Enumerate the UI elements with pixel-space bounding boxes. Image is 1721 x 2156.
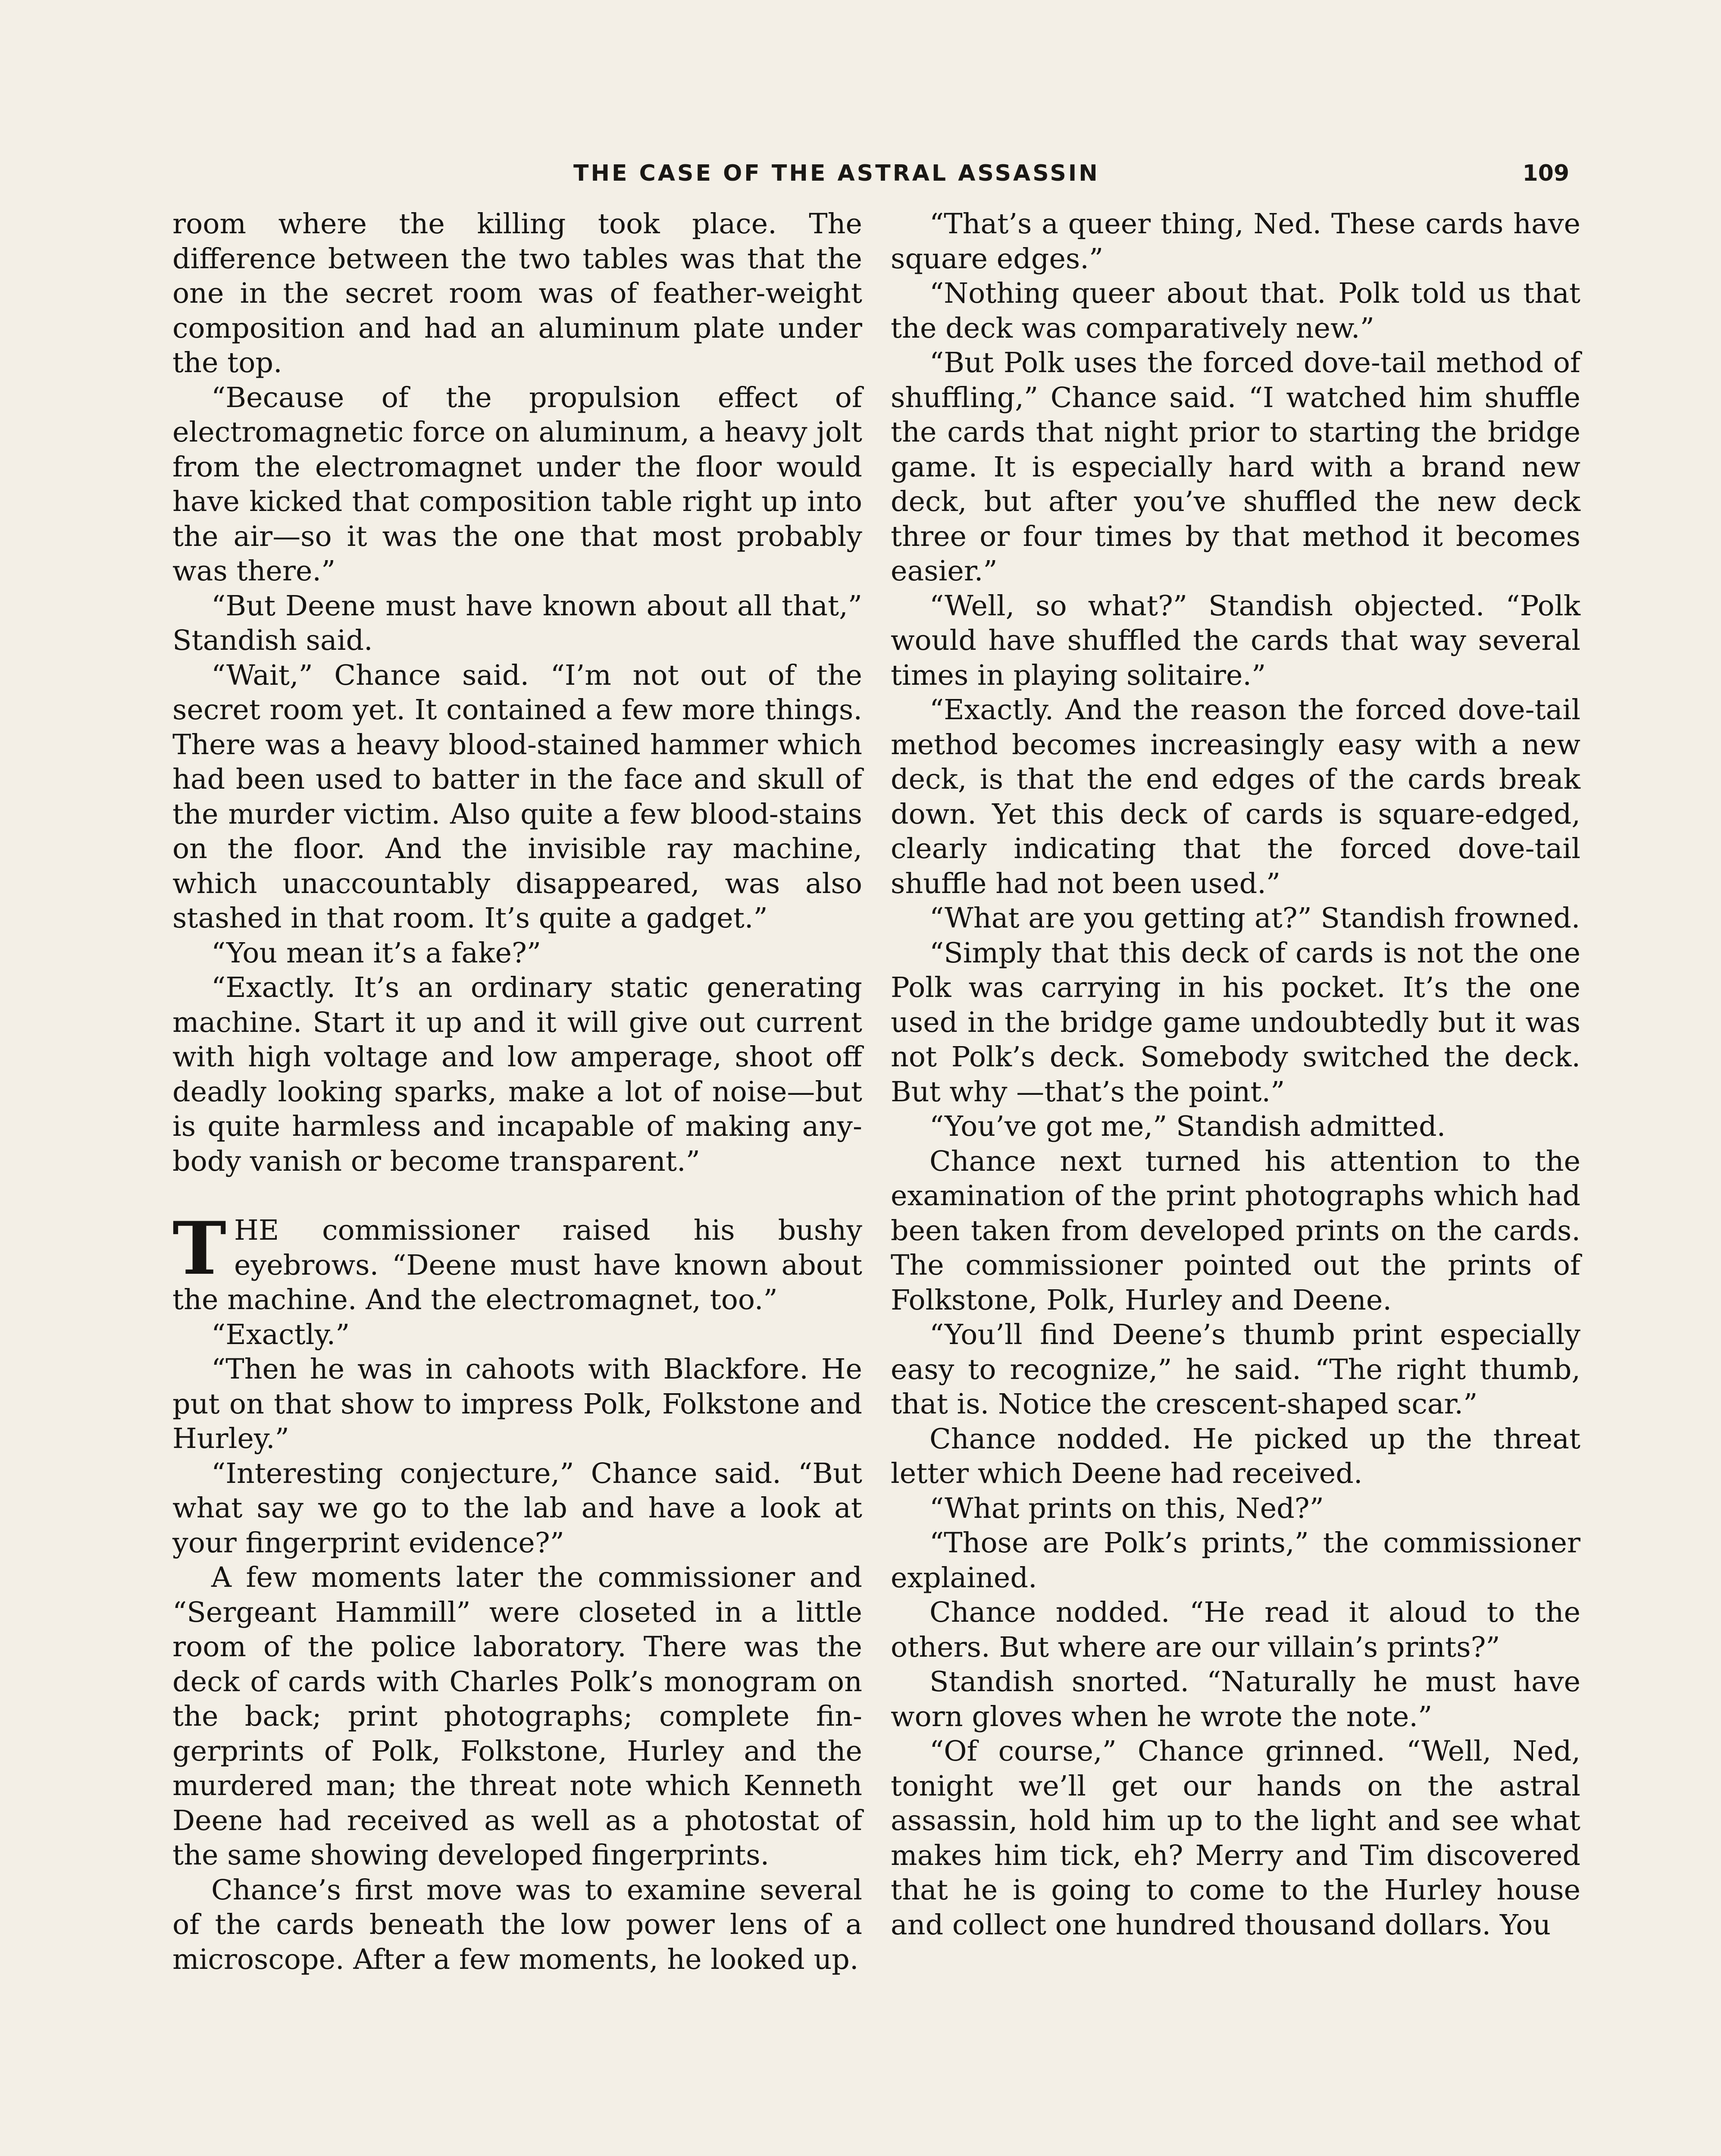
paragraph: “Exactly. It’s an ordinary static generating machine. Start it up and it will give out current with high voltage and low amperage, shoot off deadly looking sparks, make a lot of noise—but is quite harmless and incapable of making anybody vanish or become transparent.” [172,971,862,1178]
left-column [172,207,862,1977]
paragraph: “Of course,” Chance grinned. “Well, Ned, tonight we’ll get our hands on the astral assassin, hold him up to the light and see what makes him tick, eh? Merry and Tim discovered that he is going to come to the Hurley house and collect one hundred thousand dollars. You [891,1735,1580,1941]
paragraph: Chance’s first move was to examine several of the cards beneath the low power lens of a microscope. After a few moments, he looked up. [172,1874,862,1976]
paragraph: “Exactly.” [211,1318,350,1351]
section-opening-paragraph [172,1206,862,1318]
paragraph: Chance next turned his attention to the examination of the print photographs which had been taken from developed prints on the cards. The commissioner pointed out the prints of Folkstone, Polk, Hurley and Deene. [891,1145,1580,1316]
paragraph: “You mean it’s a fake?” [211,937,541,969]
paragraph: “You’ve got me,” Standish admitted. [929,1110,1446,1143]
paragraph: “What prints on this, Ned?” [929,1492,1324,1525]
paragraph: “Simply that this deck of cards is not the one Polk was carrying in his pocket. It’s the one used in the bridge game undoubtedly but it was not Polk’s deck. Somebody switched the deck. But why —that’s the point.” [891,937,1580,1108]
paragraph: “Well, so what?” Standish objected. “Polk would have shuffled the cards that way several times in playing solitaire.” [891,589,1580,692]
paragraph: “Nothing queer about that. Polk told us that the deck was comparatively new.” [891,277,1580,345]
paragraph: “Interesting conjecture,” Chance said. “But what say we go to the lab and have a look at your fingerprint evidence?” [172,1457,862,1559]
paragraph: “But Deene must have known about all that,” Standish said. [172,589,862,657]
page-header [172,160,1569,199]
paragraph: “Exactly. And the reason the forced dove-tail method becomes increasingly easy with a new deck, is that the end edges of the cards break down. Yet this deck of cards is square-edged, clearly indicating that the forced dove-tail shuffle had not been used.” [891,694,1580,900]
paragraph: “Those are Polk’s prints,” the commissioner explained. [891,1527,1580,1594]
page-number: 109 [1522,160,1569,186]
paragraph: “Then he was in cahoots with Blackfore. He put on that show to impress Polk, Folkstone and Hurley.” [172,1353,862,1455]
right-column [891,207,1580,1943]
paragraph: “Because of the propulsion effect of electromagnetic force on aluminum, a heavy jolt from the electromagnet under the floor would have kicked that composition table right up into the air—so it was the one that most probably was there.” [172,381,862,587]
paragraph: “What are you getting at?” Standish frowned. [929,902,1580,934]
paragraph: A few moments later the commissioner and “Sergeant Hammill” were closeted in a little room of the police laboratory. There was the deck of cards with Charles Polk’s monogram on the back; print photographs; complete fingerprints of Polk, Folkstone, Hurley and the murdered man; the threat note which Kenneth Deene had received as well as a photostat of the same showing developed fingerprints. [172,1561,862,1871]
paragraph: “You’ll find Deene’s thumb print especially easy to recognize,” he said. “The right thumb, that is. Notice the crescent-shaped scar.” [891,1319,1580,1420]
running-head: THE CASE OF THE ASTRAL ASSASSIN [573,160,1100,186]
paragraph: Standish snorted. “Naturally he must have worn gloves when he wrote the note.” [891,1666,1580,1733]
paragraph-text: HE commissioner raised his bushy eyebrows. “Deene must have known about the machine. And the electromagnet, too.” [172,1214,862,1316]
paragraph: room where the killing took place. The difference between the two tables was that the one in the secret room was of feather-weight composition and had an aluminum plate under the top. [172,208,862,379]
paragraph: “That’s a queer thing, Ned. These cards have square edges.” [891,208,1580,275]
paragraph: Chance nodded. He picked up the threat letter which Deene had received. [891,1423,1580,1490]
drop-cap: T [172,1206,227,1291]
paragraph: “Wait,” Chance said. “I’m not out of the secret room yet. It contained a few more things. There was a heavy blood-stained hammer which had been used to batter in the face and skull of the murder victim. Also quite a few blood-stains on the floor. And the invisible ray machine, which unaccountably disappeared, was also stashed in that room. It’s quite a gadget.” [172,659,862,934]
paragraph: “But Polk uses the forced dove-tail method of shuffling,” Chance said. “I watched him shuffle the cards that night prior to starting the bridge game. It is especially hard with a brand new deck, but after you’ve shuffled the new deck three or four times by that method it becomes easier.” [891,347,1580,587]
paragraph: Chance nodded. “He read it aloud to the others. But where are our villain’s prints?” [891,1596,1580,1664]
